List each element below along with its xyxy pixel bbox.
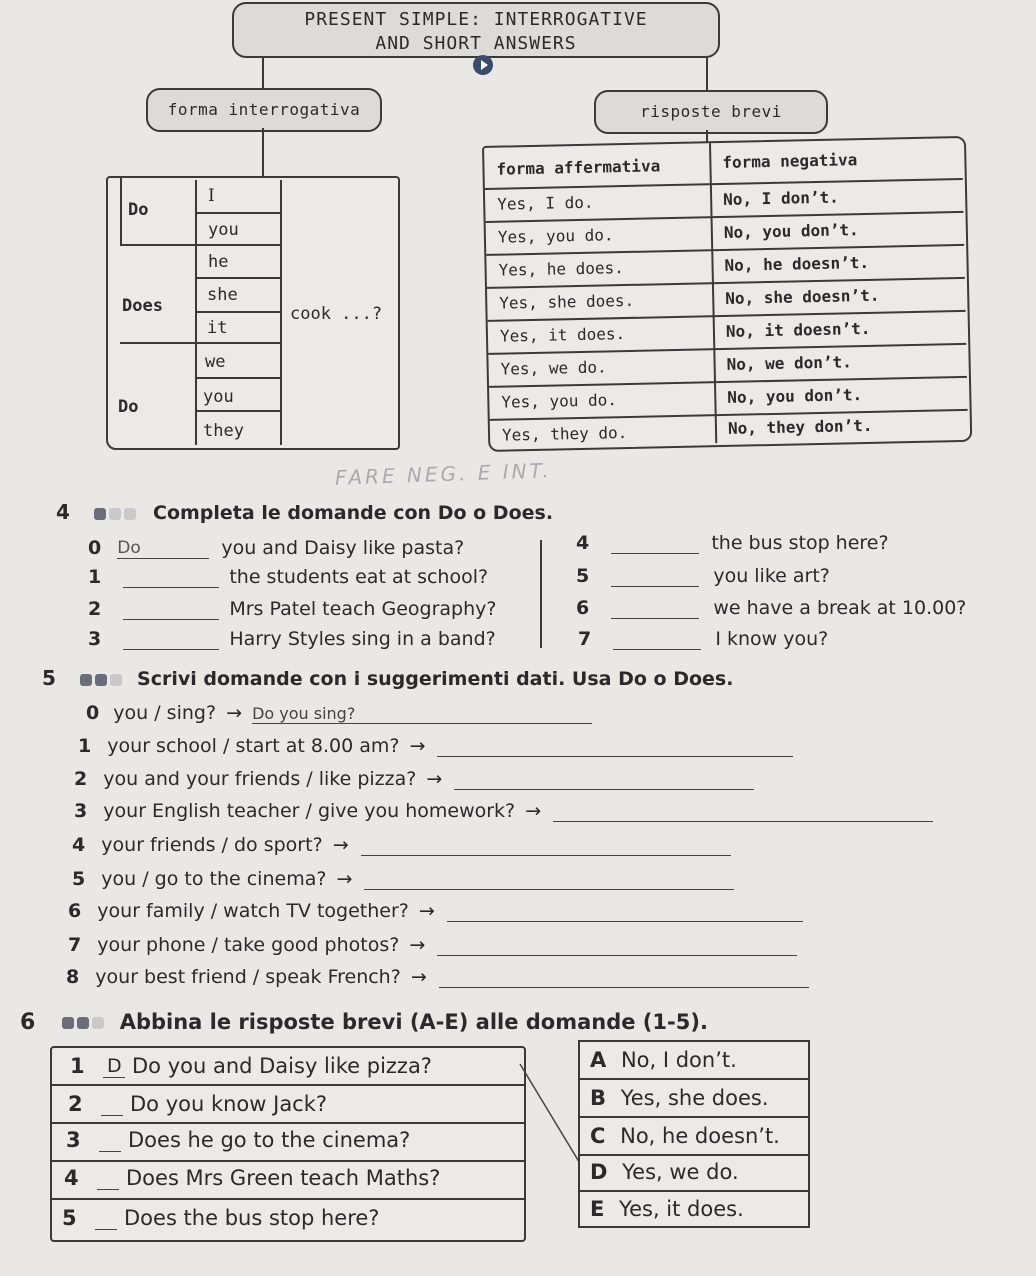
exercise-4-number: 4 bbox=[56, 500, 70, 524]
subject-he: he bbox=[208, 252, 229, 272]
ex5-answer-2[interactable] bbox=[454, 789, 754, 790]
ex4-blank-0[interactable]: Do bbox=[117, 538, 209, 559]
ex5-item-number: 5 bbox=[72, 868, 86, 890]
ex6-question-2 bbox=[68, 1092, 327, 1116]
ex5-item-number: 6 bbox=[68, 900, 82, 922]
ex6-blank-5[interactable] bbox=[95, 1229, 117, 1230]
ex5-prompt: your phone / take good photos? bbox=[97, 934, 400, 956]
subject-it: it bbox=[207, 318, 228, 338]
difficulty-dots bbox=[62, 1010, 107, 1034]
handwritten-note: FARE NEG. E INT. bbox=[334, 458, 553, 490]
label-risposte-brevi-text: risposte brevi bbox=[640, 102, 782, 121]
ex6-question-number: 2 bbox=[68, 1092, 83, 1116]
header-negativa: forma negativa bbox=[722, 150, 858, 172]
ex6-answer-text: Yes, we do. bbox=[622, 1160, 739, 1184]
ex5-item-number: 8 bbox=[66, 966, 80, 988]
arrow-right-icon: → bbox=[336, 868, 353, 890]
exercise-6-header bbox=[20, 1010, 708, 1035]
ex5-item-3 bbox=[74, 800, 933, 822]
ex6-answer-letter: C bbox=[590, 1124, 606, 1148]
exercise-5-instruction: Scrivi domande con i suggerimenti dati. Usa Do o Does. bbox=[137, 668, 734, 690]
ex5-answer-5[interactable] bbox=[364, 889, 734, 890]
ex5-answer-0[interactable]: Do you sing? bbox=[252, 704, 592, 724]
ex6-blank-4[interactable] bbox=[97, 1189, 119, 1190]
exercise-6-instruction: Abbina le risposte brevi (A-E) alle domande (1-5). bbox=[119, 1010, 708, 1034]
answer-no-8: No, they don’t. bbox=[727, 415, 873, 438]
aux-do-2: Do bbox=[118, 397, 139, 417]
arrow-right-icon: → bbox=[332, 834, 349, 856]
aux-do-1: Do bbox=[128, 200, 149, 220]
ex5-item-7 bbox=[68, 934, 797, 956]
ex5-item-4 bbox=[72, 834, 731, 856]
ex5-prompt: you / go to the cinema? bbox=[101, 868, 327, 890]
ex6-blank-3[interactable] bbox=[99, 1151, 121, 1152]
ex6-question-4 bbox=[64, 1166, 440, 1190]
ex4-item-text: the bus stop here? bbox=[711, 532, 889, 554]
ex5-prompt: your friends / do sport? bbox=[101, 834, 323, 856]
title-line-1: PRESENT SIMPLE: INTERROGATIVE bbox=[304, 9, 648, 30]
ex5-answer-6[interactable] bbox=[447, 921, 803, 922]
ex4-blank-5[interactable] bbox=[611, 586, 699, 587]
answer-yes-3: Yes, he does. bbox=[498, 258, 625, 280]
ex6-questions-box bbox=[50, 1046, 526, 1242]
ex4-item-text: you and Daisy like pasta? bbox=[221, 537, 465, 559]
ex5-answer-8[interactable] bbox=[439, 987, 809, 988]
ex4-item-5 bbox=[576, 565, 830, 587]
ex4-item-number: 4 bbox=[576, 532, 590, 554]
ex4-item-number: 3 bbox=[88, 628, 102, 650]
label-risposte-brevi bbox=[594, 90, 828, 134]
ex6-answer-b bbox=[590, 1086, 769, 1110]
ex5-item-1 bbox=[78, 735, 793, 757]
ex5-prompt: you and your friends / like pizza? bbox=[103, 768, 417, 790]
ex4-item-3 bbox=[88, 628, 496, 650]
subject-we: we bbox=[205, 352, 226, 372]
ex6-answer-e bbox=[590, 1197, 744, 1221]
ex4-item-6 bbox=[576, 597, 966, 619]
aux-does: Does bbox=[122, 296, 163, 316]
arrow-right-icon: → bbox=[409, 735, 426, 757]
ex6-question-number: 1 bbox=[70, 1054, 85, 1078]
ex5-item-number: 3 bbox=[74, 800, 88, 822]
ex5-prompt: your best friend / speak French? bbox=[95, 966, 401, 988]
ex4-item-text: you like art? bbox=[713, 565, 830, 587]
answer-yes-4: Yes, she does. bbox=[499, 290, 635, 313]
ex5-answer-1[interactable] bbox=[437, 756, 793, 757]
subject-you-2: you bbox=[203, 387, 234, 407]
ex6-question-3 bbox=[66, 1128, 410, 1152]
ex6-answer-a bbox=[590, 1048, 737, 1072]
answer-no-3: No, he doesn’t. bbox=[724, 252, 870, 275]
subject-they: they bbox=[203, 421, 244, 441]
answer-no-1: No, I don’t. bbox=[722, 187, 839, 209]
ex4-item-2 bbox=[88, 598, 496, 620]
ex5-item-number: 7 bbox=[68, 934, 82, 956]
ex6-question-number: 5 bbox=[62, 1206, 77, 1230]
answer-yes-5: Yes, it does. bbox=[499, 324, 626, 346]
ex6-answer-text: No, I don’t. bbox=[620, 1048, 737, 1072]
ex6-answer-text: Yes, she does. bbox=[620, 1086, 769, 1110]
answer-yes-6: Yes, we do. bbox=[500, 357, 607, 379]
ex4-item-text: the students eat at school? bbox=[229, 566, 489, 588]
answer-no-6: No, we don’t. bbox=[726, 352, 853, 374]
ex6-question-5 bbox=[62, 1206, 379, 1230]
ex6-question-text: Does the bus stop here? bbox=[124, 1206, 380, 1230]
ex5-prompt: you / sing? bbox=[113, 702, 217, 724]
ex5-item-5 bbox=[72, 868, 734, 890]
ex4-blank-7[interactable] bbox=[613, 649, 701, 650]
ex6-answer-c bbox=[590, 1124, 780, 1148]
answer-yes-7: Yes, you do. bbox=[501, 390, 618, 412]
ex4-item-text: Harry Styles sing in a band? bbox=[229, 628, 496, 650]
ex4-item-number: 5 bbox=[576, 565, 590, 587]
ex6-question-text: Does Mrs Green teach Maths? bbox=[126, 1166, 441, 1190]
arrow-right-icon: → bbox=[426, 768, 443, 790]
ex4-item-number: 2 bbox=[88, 598, 102, 620]
ex4-blank-6[interactable] bbox=[611, 618, 699, 619]
difficulty-dots bbox=[80, 668, 125, 690]
arrow-right-icon: → bbox=[418, 900, 435, 922]
ex4-item-4 bbox=[576, 532, 889, 554]
arrow-right-icon: → bbox=[410, 966, 427, 988]
ex6-answer-text: Yes, it does. bbox=[619, 1197, 744, 1221]
title-banner bbox=[232, 2, 720, 58]
ex4-blank-1[interactable] bbox=[123, 587, 219, 588]
ex5-item-number: 1 bbox=[78, 735, 92, 757]
exercise-5-number: 5 bbox=[42, 666, 56, 690]
ex4-item-0 bbox=[88, 537, 464, 559]
exercise-6-number: 6 bbox=[20, 1010, 36, 1035]
ex6-blank-2[interactable] bbox=[101, 1115, 123, 1116]
ex6-question-1 bbox=[70, 1054, 432, 1078]
ex5-prompt: your family / watch TV together? bbox=[97, 900, 409, 922]
ex4-item-7 bbox=[578, 628, 828, 650]
ex4-item-text: we have a break at 10.00? bbox=[713, 597, 967, 619]
ex5-answer-4[interactable] bbox=[361, 855, 731, 856]
ex6-question-number: 4 bbox=[64, 1166, 79, 1190]
exercise-4-instruction: Completa le domande con Do o Does. bbox=[153, 502, 554, 524]
ex6-question-number: 3 bbox=[66, 1128, 81, 1152]
verb-cook: cook ...? bbox=[290, 304, 383, 324]
ex6-answer-letter: E bbox=[590, 1197, 605, 1221]
ex4-blank-2[interactable] bbox=[123, 619, 219, 620]
arrow-right-icon: → bbox=[226, 702, 243, 724]
ex5-item-8 bbox=[66, 966, 809, 988]
ex6-answer-letter: A bbox=[590, 1048, 607, 1072]
subject-she: she bbox=[207, 285, 238, 305]
ex5-item-number: 2 bbox=[74, 768, 88, 790]
ex6-question-text: Does he go to the cinema? bbox=[128, 1128, 411, 1152]
subject-i: I bbox=[208, 186, 215, 206]
ex4-blank-4[interactable] bbox=[611, 553, 699, 554]
ex6-question-text: Do you and Daisy like pizza? bbox=[132, 1054, 432, 1078]
ex5-prompt: your English teacher / give you homework? bbox=[103, 800, 516, 822]
ex6-answer-letter: D bbox=[590, 1160, 608, 1184]
ex6-answer-d bbox=[590, 1160, 739, 1184]
exercise-4-header bbox=[56, 500, 553, 524]
ex4-item-1 bbox=[88, 566, 488, 588]
ex5-answer-7[interactable] bbox=[437, 955, 797, 956]
difficulty-dots bbox=[94, 502, 139, 524]
answer-yes-2: Yes, you do. bbox=[497, 225, 614, 247]
answer-no-7: No, you don’t. bbox=[727, 385, 863, 407]
ex4-item-number: 7 bbox=[578, 628, 592, 650]
ex6-answers-box bbox=[578, 1040, 810, 1228]
ex5-item-0 bbox=[86, 702, 592, 724]
ex5-item-number: 4 bbox=[72, 834, 86, 856]
ex6-blank-1[interactable]: D bbox=[103, 1055, 125, 1078]
ex5-item-6 bbox=[68, 900, 803, 922]
ex5-item-number: 0 bbox=[86, 702, 100, 724]
title-line-2: AND SHORT ANSWERS bbox=[375, 33, 577, 54]
ex5-answer-3[interactable] bbox=[553, 821, 933, 822]
arrow-right-icon: → bbox=[409, 934, 426, 956]
ex4-item-number: 1 bbox=[88, 566, 102, 588]
subject-you-1: you bbox=[208, 220, 239, 240]
ex6-answer-letter: B bbox=[590, 1086, 607, 1110]
ex6-question-text: Do you know Jack? bbox=[130, 1092, 328, 1116]
answer-yes-1: Yes, I do. bbox=[497, 192, 594, 214]
answer-no-2: No, you don’t. bbox=[723, 220, 859, 242]
ex4-blank-3[interactable] bbox=[123, 649, 219, 650]
ex5-item-2 bbox=[74, 768, 754, 790]
ex4-item-text: Mrs Patel teach Geography? bbox=[229, 598, 497, 620]
answer-no-4: No, she doesn’t. bbox=[725, 285, 880, 308]
exercise-5-header bbox=[42, 666, 733, 690]
ex4-item-text: I know you? bbox=[715, 628, 829, 650]
ex5-prompt: your school / start at 8.00 am? bbox=[107, 735, 400, 757]
short-answers-table bbox=[482, 136, 972, 452]
header-affermativa: forma affermativa bbox=[496, 156, 661, 179]
answer-yes-8: Yes, they do. bbox=[501, 423, 628, 445]
ex4-item-number: 0 bbox=[88, 537, 102, 559]
answer-no-5: No, it doesn’t. bbox=[725, 318, 871, 341]
ex4-item-number: 6 bbox=[576, 597, 590, 619]
label-forma-interrogativa bbox=[146, 88, 382, 132]
ex6-answer-text: No, he doesn’t. bbox=[620, 1124, 780, 1148]
label-forma-interrogativa-text: forma interrogativa bbox=[167, 100, 361, 119]
arrow-right-icon: → bbox=[525, 800, 542, 822]
